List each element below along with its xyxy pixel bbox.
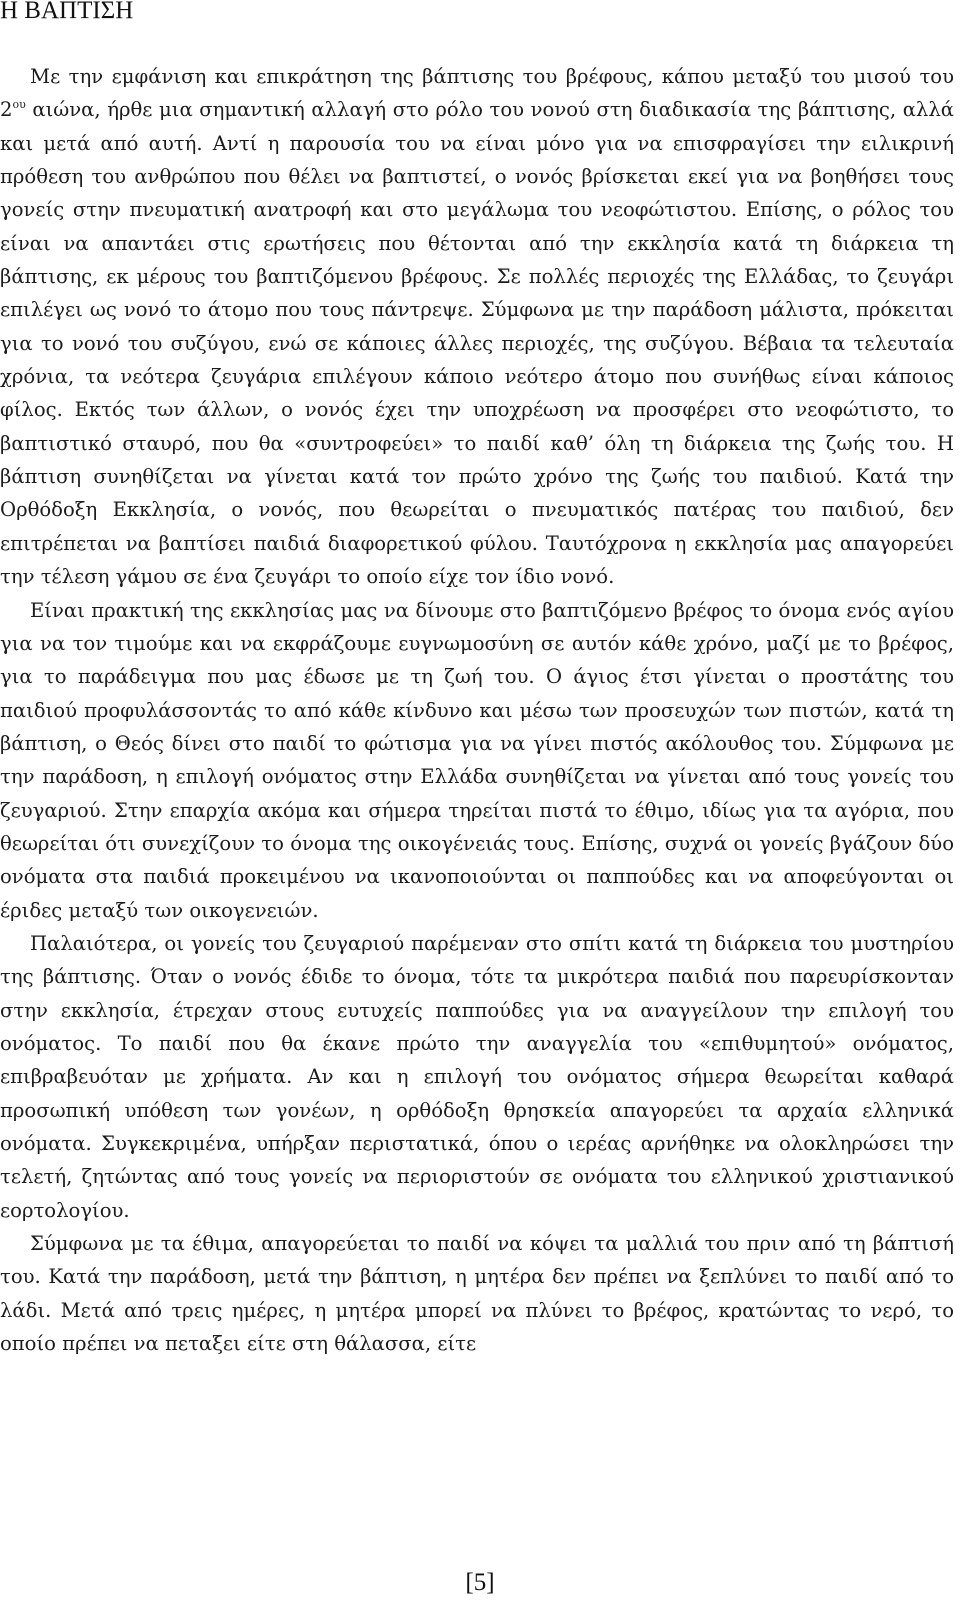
paragraph-1-text-start: Με την εμφάνιση και επικράτηση της βάπτισης του βρέφους, κάπου μεταξύ του μισού του 2 bbox=[0, 65, 954, 122]
paragraph-4: Σύμφωνα με τα έθιμα, απαγορεύεται το παιδί να κόψει τα μαλλιά του πριν από τη βάπτισή του. Κατά την παράδοση, μετά την βάπτιση, η μητέρα δεν πρέπει να ξεπλύνει το παιδί από το λάδι. Μετά από τρεις ημέρες, η μητέρα μπορεί να πλύνει το βρέφος, κρατώντας το νερό, το οποίο πρέπει να πεταξει είτε στη θάλασσα, είτε bbox=[0, 1232, 954, 1356]
body-text bbox=[0, 60, 954, 1360]
paragraph-3: Παλαιότερα, οι γονείς του ζευγαριού παρέμεναν στο σπίτι κατά τη διάρκεια του μυστηρίου της βάπτισης. Όταν ο νονός έδιδε το όνομα, τότε τα μικρότερα παιδιά που παρευρίσκονταν στην εκκλησία, έτρεχαν στους ευτυχείς παππούδες για να αναγγείλουν την επιλογή του ονόματος. Το παιδί που θα έκανε πρώτο την αναγγελία του «επιθυμητού» ονόματος, επιβραβευόταν με χρήματα. Αν και η επιλογή του ονόματος σήμερα θεωρείται καθαρά προσωπική υπόθεση των γονέων, η ορθόδοξη θρησκεία απαγορεύει τα αρχαία ελληνικά ονόματα. Συγκεκριμένα, υπήρξαν περιστατικά, όπου ο ιερέας αρνήθηκε να ολοκληρώσει την τελετή, ζητώντας από τους γονείς να περιοριστούν σε ονόματα του ελληνικού χριστιανικού εορτολογίου. bbox=[0, 931, 954, 1222]
page-number: [5] bbox=[465, 1569, 495, 1596]
page-title: Η ΒΑΠΤΙΣΗ bbox=[0, 0, 134, 24]
paragraph-1-text-end: αιώνα, ήρθε μια σημαντική αλλαγή στο ρόλο του νονού στη διαδικασία της βάπτισης, αλλά και μετά από αυτή. Αντί η παρουσία του να είναι μόνο για να επισφραγίσει την ειλικρινή πρόθεση του ανθρώπου που θέλει να βαπτιστεί, ο νονός βρίσκεται εκεί για να βοηθήσει τους γονείς στην πνευματική ανατροφή και στο μεγάλωμα του νεοφώτιστου. Επίσης, ο ρόλος του είναι να απαντάει στις ερωτήσεις που θέτονται από την εκκλησία κατά τη διάρκεια τη βάπτισης, εκ μέρους του βαπτιζόμενου βρέφους. Σε πολλές περιοχές της Ελλάδας, το ζευγάρι επιλέγει ως νονό το άτομο που τους πάντρεψε. Σύμφωνα με την παράδοση μάλιστα, πρόκειται για το νονό του συζύγου, ενώ σε κάποιες άλλες περιοχές, της συζύγου. Βέβαια τα τελευταία χρόνια, τα νεότερα ζευγάρια επιλέγουν κάποιο νεότερο άτομο που συνήθως είναι κάποιος φίλος. Εκτός των άλλων, ο νονός έχει την υποχρέωση να προσφέρει στο νεοφώτιστο, το βαπτιστικό σταυρό, που θα «συντροφεύει» το παιδί καθ’ όλη τη διάρκεια της ζωής του. Η βάπτιση συνηθίζεται να γίνεται κατά τον πρώτο χρόνο της ζωής του παιδιού. Κατά την Ορθόδοξη Εκκλησία, ο νονός, που θεωρείται ο πνευματικός πατέρας του παιδιού, δεν επιτρέπεται να βαπτίσει παιδιά διαφορετικού φύλου. Ταυτόχρονα η εκκλησία μας απαγορεύει την τέλεση γάμου σε ένα ζευγάρι το οποίο είχε τον ίδιο νονό. bbox=[0, 98, 954, 589]
paragraph-1 bbox=[0, 60, 954, 594]
superscript-ordinal: ου bbox=[12, 98, 26, 112]
paragraph-2: Είναι πρακτική της εκκλησίας μας να δίνουμε στο βαπτιζόμενο βρέφος το όνομα ενός αγίου για να τον τιμούμε και να εκφράζουμε ευγνωμοσύνη σε αυτόν κάθε χρόνο, μαζί με το βρέφος, για το παράδειγμα που μας έδωσε με τη ζωή του. Ο άγιος έτσι γίνεται ο προστάτης του παιδιού προφυλάσσοντάς το από κάθε κίνδυνο και μέσω των προσευχών των πιστών, κατά τη βάπτιση, ο Θεός δίνει στο παιδί το φώτισμα για να γίνει πιστός ακόλουθος του. Σύμφωνα με την παράδοση, η επιλογή ονόματος στην Ελλάδα συνηθίζεται να γίνεται από τους γονείς του ζευγαριού. Στην επαρχία ακόμα και σήμερα τηρείται πιστά το έθιμο, ιδίως για τα αγόρια, που θεωρείται ότι συνεχίζουν το όνομα της οικογένειάς τους. Επίσης, συχνά οι γονείς βγάζουν δύο ονόματα στα παιδιά προκειμένου να ικανοποιούνται οι παππούδες και να αποφεύγονται οι έριδες μεταξύ των οικογενειών. bbox=[0, 598, 954, 922]
